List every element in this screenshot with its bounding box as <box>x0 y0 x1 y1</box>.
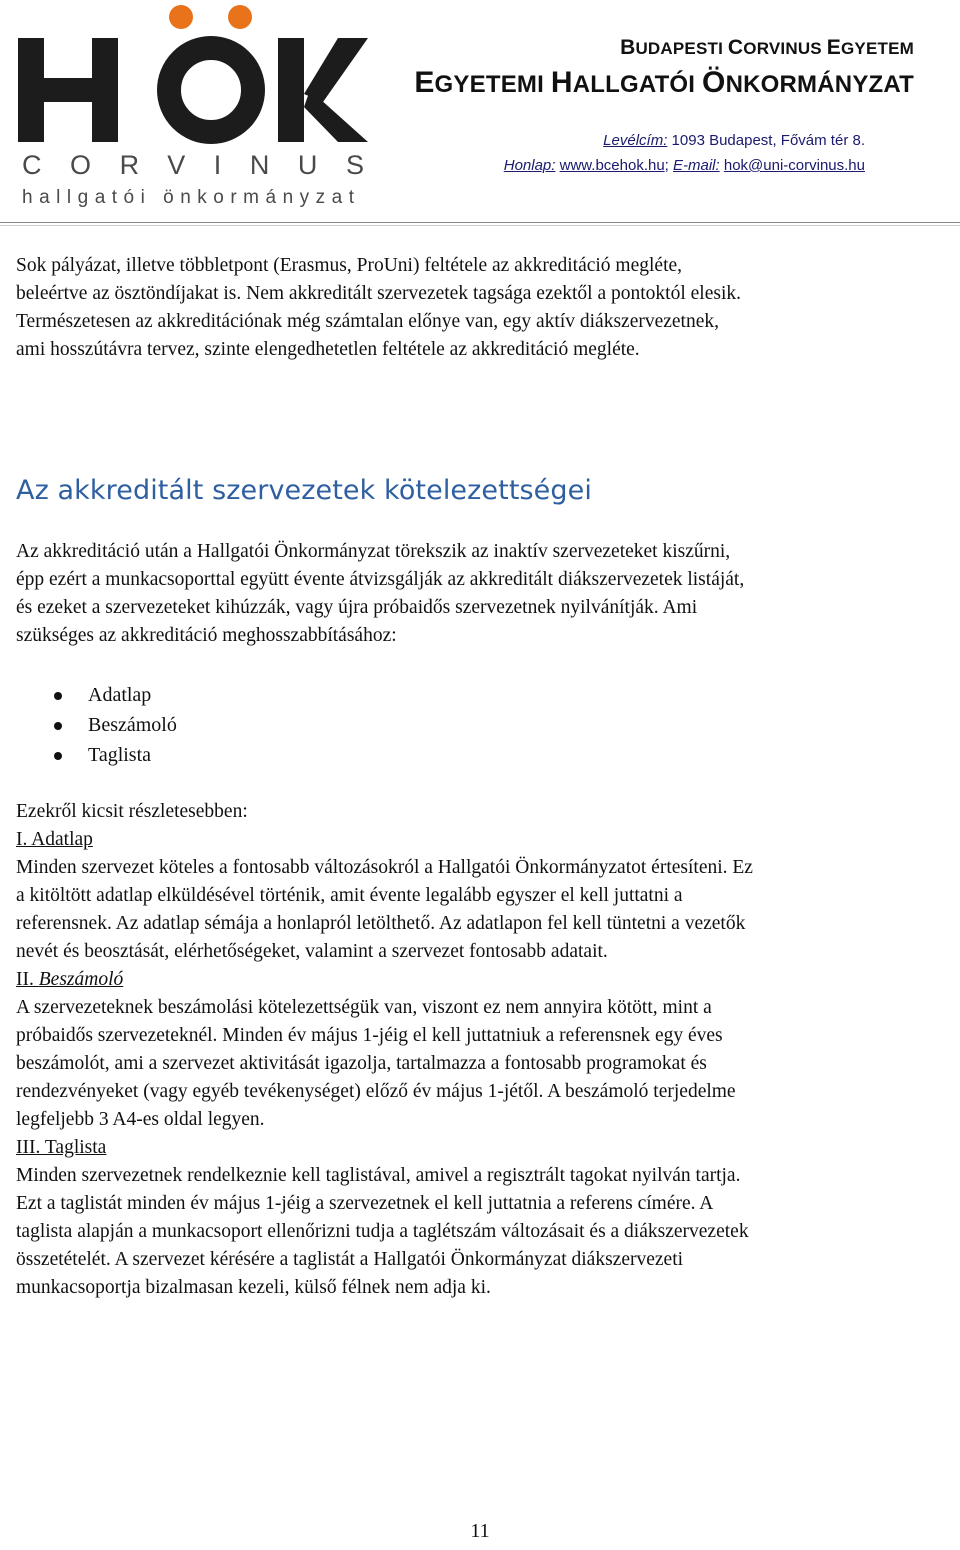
text-line: legfeljebb 3 A4-es oldal legyen. <box>16 1109 265 1130</box>
text-line: Az akkreditáció után a Hallgatói Önkormányzat törekszik az inaktív szervezeteket kiszűrni, <box>16 541 731 562</box>
obligations-paragraph <box>16 538 946 650</box>
mail-address: Levélcím: 1093 Budapest, Fővám tér 8. <box>603 132 865 149</box>
text-line: Minden szervezetnek rendelkeznie kell taglistával, amivel a regisztrált tagokat nyilván tartja. <box>16 1165 741 1186</box>
text-line: Természetesen az akkreditációnak még számtalan előnye van, egy aktív diákszervezetnek, <box>16 311 720 332</box>
text-line: a kitöltött adatlap elküldésével történik, amit évente legalább egyszer el kell juttatni a <box>16 885 683 906</box>
header-divider-shadow <box>0 225 960 226</box>
logo-umlaut-left <box>169 5 193 29</box>
logo-umlaut-right <box>228 5 252 29</box>
subsection-title-adatlap: I. Adatlap <box>16 829 93 850</box>
student-union-name: EGYETEMI HALLGATÓI ÖNKORMÁNYZAT <box>414 66 914 99</box>
page-number: 11 <box>470 1520 490 1542</box>
logo-tagline: hallgatói önkormányzat <box>22 187 354 208</box>
text-line: rendezvényeket (vagy egyéb tevékenységet) előző év május 1-jétől. A beszámoló terjedelme <box>16 1081 736 1102</box>
details-intro: Ezekről kicsit részletesebben: <box>16 801 248 822</box>
org-title-block <box>394 36 914 100</box>
logo-hok-letters <box>18 38 368 142</box>
contact-block <box>345 128 865 178</box>
text-line: taglista alapján a munkacsoport ellenőrizni tudja a taglétszám változásait és a diákszervezetek <box>16 1221 749 1242</box>
text-line: nevét és beosztását, elérhetőségeket, valamint a szervezet fontosabb adatait. <box>16 941 608 962</box>
text-line: munkacsoportja bizalmasan kezeli, külső félnek nem adja ki. <box>16 1277 491 1298</box>
list-item: Beszámoló <box>16 710 177 740</box>
section-heading: Az akkreditált szervezetek kötelezettségei <box>16 475 592 506</box>
text-line: beszámolót, ami a szervezet aktivitását igazolja, tartalmazza a fontosabb programokat és <box>16 1053 707 1074</box>
text-line: referensnek. Az adatlap sémája a honlapról letölthető. Az adatlapon fel kell tüntetni a vezetők <box>16 913 746 934</box>
logo-corvinus: CORVINUS <box>22 150 364 180</box>
text-line: összetételét. A szervezet kérésére a taglistát a Hallgatói Önkormányzat diákszervezeti <box>16 1249 684 1270</box>
bullet-icon <box>54 752 62 760</box>
subsection-title-beszamolo: II. Beszámoló <box>16 969 124 990</box>
hok-corvinus-logo <box>18 2 368 217</box>
text-line: A szervezeteknek beszámolási kötelezettségük van, viszont ez nem annyira kötött, mint a <box>16 997 712 1018</box>
website-link[interactable]: www.bcehok.hu <box>559 157 665 174</box>
bullet-icon <box>54 722 62 730</box>
email-link[interactable]: hok@uni-corvinus.hu <box>723 157 865 174</box>
text-line: beleértve az ösztöndíjakat is. Nem akkreditált szervezetek tagsága ezektől a pontoktól elesik. <box>16 283 741 304</box>
text-line: próbaidős szervezeteknél. Minden év május 1-jéig el kell juttatniuk a referensnek egy éves <box>16 1025 723 1046</box>
header-divider <box>0 222 960 223</box>
bullet-icon <box>54 692 62 700</box>
text-line: Sok pályázat, illetve többletpont (Erasmus, ProUni) feltétele az akkreditáció megléte, <box>16 255 683 276</box>
list-item: Taglista <box>16 740 177 770</box>
requirements-list <box>16 680 177 770</box>
letterhead <box>0 0 960 222</box>
details-section <box>16 798 946 1302</box>
text-line: és ezeket a szervezeteket kihúzzák, vagy újra próbaidős szervezetnek nyilvánítják. Ami <box>16 597 698 618</box>
text-line: Minden szervezet köteles a fontosabb változásokról a Hallgatói Önkormányzatot értesíteni. Ez <box>16 857 753 878</box>
university-name: BUDAPESTI CORVINUS EGYETEM <box>620 36 914 59</box>
subsection-title-taglista: III. Taglista <box>16 1137 107 1158</box>
text-line: szükséges az akkreditáció meghosszabbításához: <box>16 625 397 646</box>
intro-paragraph <box>16 252 946 364</box>
list-item: Adatlap <box>16 680 177 710</box>
text-line: ami hosszútávra tervez, szinte elengedhetetlen feltétele az akkreditáció megléte. <box>16 339 640 360</box>
web-and-email: Honlap: www.bcehok.hu; E-mail: hok@uni-corvinus.hu <box>503 157 865 174</box>
text-line: Ezt a taglistát minden év május 1-jéig a szervezetnek el kell juttatnia a referens címére. A <box>16 1193 714 1214</box>
text-line: épp ezért a munkacsoporttal együtt évente átvizsgálják az akkreditált diákszervezetek listáját, <box>16 569 745 590</box>
